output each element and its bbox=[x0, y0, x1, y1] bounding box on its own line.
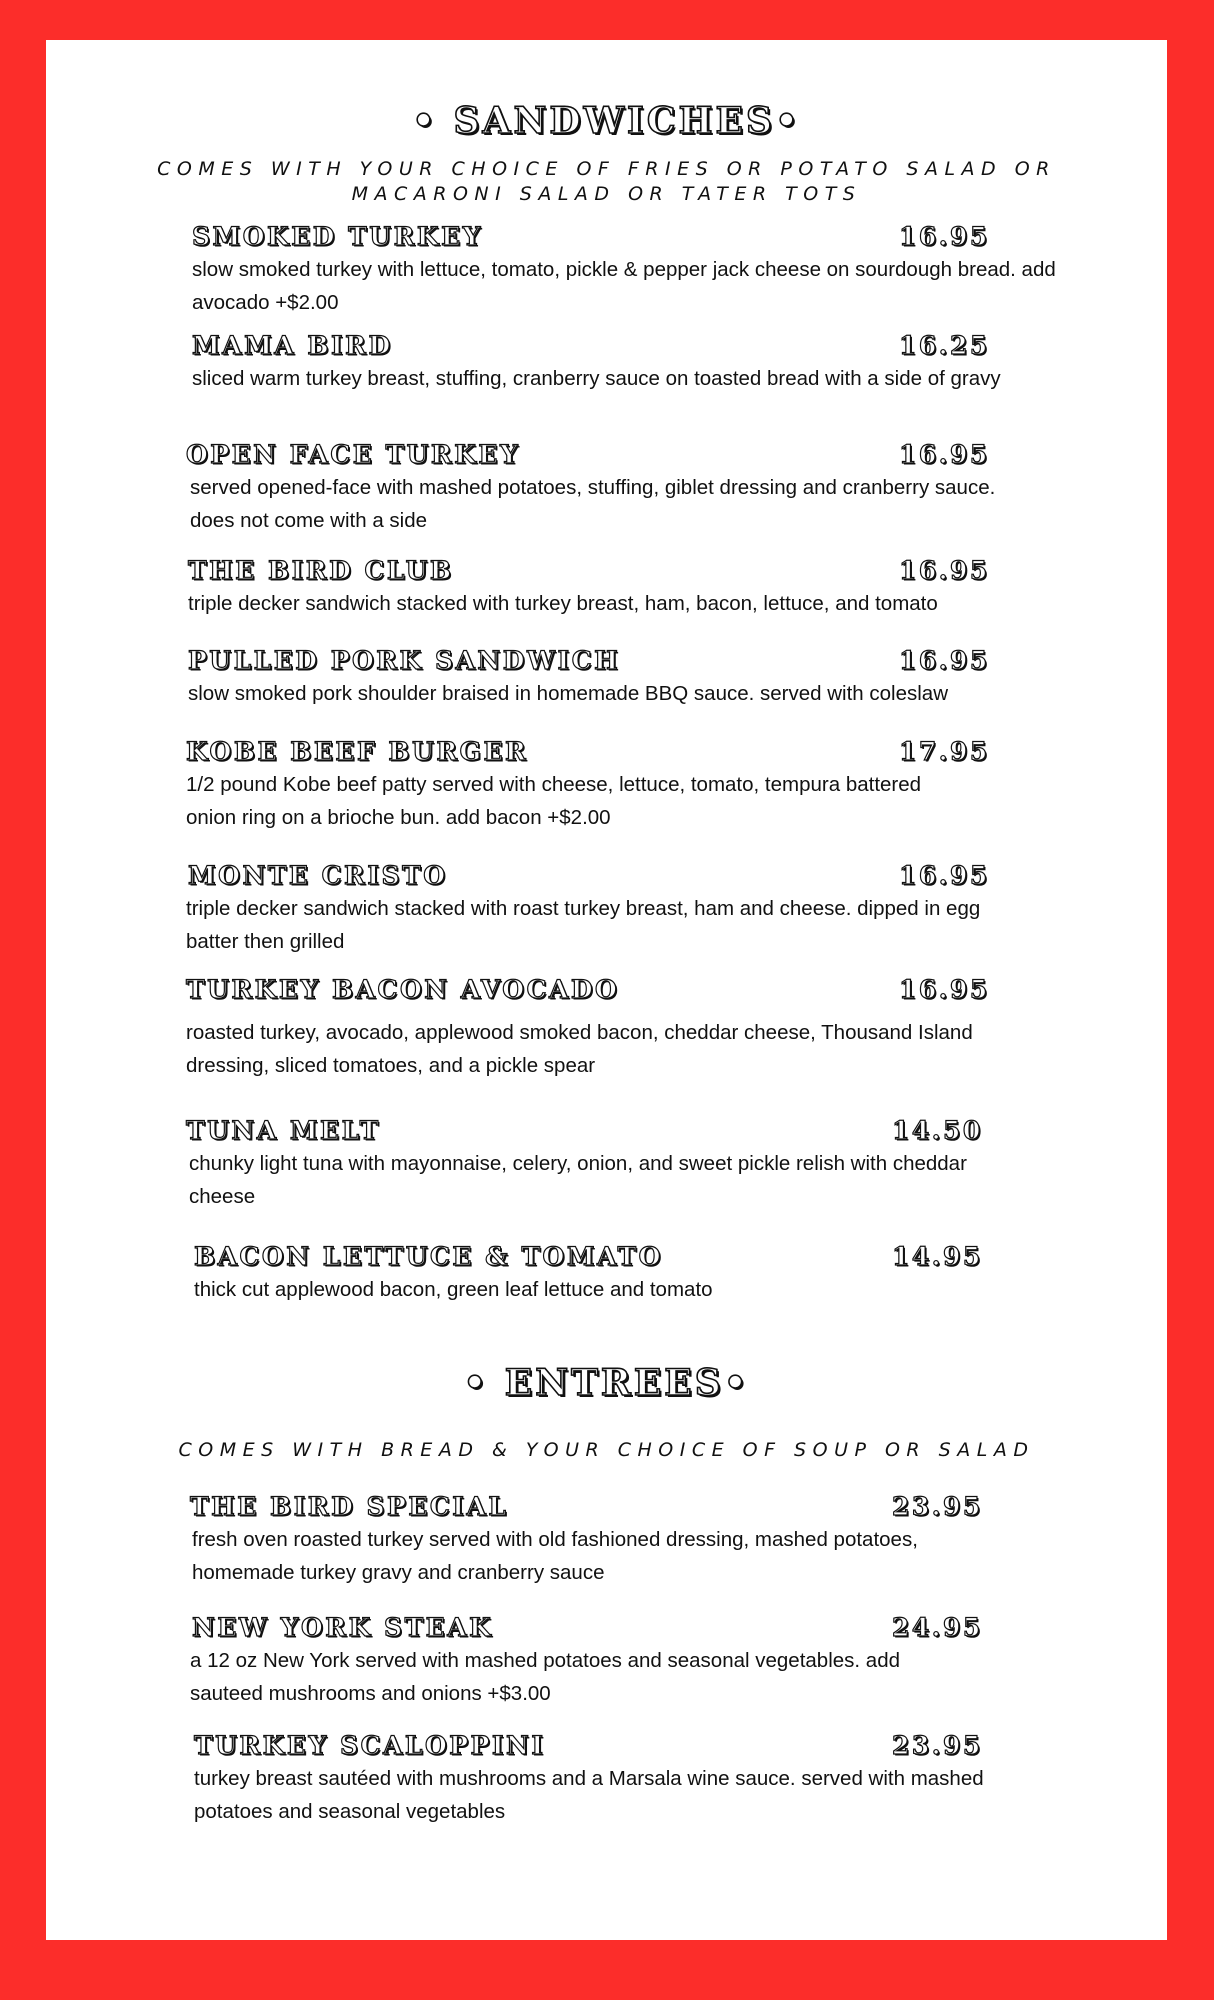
sandwiches-subtitle-line1: COMES WITH YOUR CHOICE OF FRIES OR POTATO SALAD OR bbox=[157, 158, 1056, 180]
item-description: fresh oven roasted turkey served with old fashioned dressing, mashed potatoes, homemade turkey gravy and cranberry sauce bbox=[192, 1528, 918, 1584]
sandwiches-subtitle bbox=[46, 157, 1167, 207]
item-description: chunky light tuna with mayonnaise, celery, onion, and sweet pickle relish with cheddar cheese bbox=[189, 1152, 967, 1208]
item-name: THE BIRD CLUB bbox=[188, 556, 454, 585]
item-name: BACON LETTUCE & TOMATO bbox=[194, 1242, 663, 1271]
item-description: triple decker sandwich stacked with roast turkey breast, ham and cheese. dipped in egg batter then grilled bbox=[186, 897, 981, 953]
sandwiches-heading: • SANDWICHES• bbox=[412, 100, 801, 142]
entrees-subtitle: COMES WITH BREAD & YOUR CHOICE OF SOUP OR SALAD bbox=[178, 1439, 1035, 1461]
item-description: thick cut applewood bacon, green leaf lettuce and tomato bbox=[194, 1278, 713, 1301]
item-description: served opened-face with mashed potatoes, stuffing, giblet dressing and cranberry sauce. does not come with a side bbox=[190, 476, 996, 532]
item-description: 1/2 pound Kobe beef patty served with cheese, lettuce, tomato, tempura battered onion ring on a brioche bun. add bacon +$2.00 bbox=[186, 773, 922, 829]
item-name: THE BIRD SPECIAL bbox=[190, 1492, 509, 1521]
item-price: 14.50 bbox=[892, 1116, 983, 1145]
item-name: TURKEY SCALOPPINI bbox=[194, 1731, 546, 1760]
item-description: roasted turkey, avocado, applewood smoked bacon, cheddar cheese, Thousand Island dressing, sliced tomatoes, and a pickle spear bbox=[186, 1021, 973, 1077]
item-name: MONTE CRISTO bbox=[188, 861, 448, 890]
item-name: OPEN FACE TURKEY bbox=[186, 440, 521, 469]
item-price: 24.95 bbox=[892, 1613, 983, 1642]
item-price: 14.95 bbox=[892, 1242, 983, 1271]
item-price: 23.95 bbox=[892, 1492, 983, 1521]
item-price: 16.25 bbox=[899, 331, 990, 360]
item-price: 16.95 bbox=[899, 222, 990, 251]
item-description: triple decker sandwich stacked with turkey breast, ham, bacon, lettuce, and tomato bbox=[188, 592, 938, 615]
entrees-heading: • ENTREES• bbox=[463, 1362, 750, 1404]
item-description: a 12 oz New York served with mashed potatoes and seasonal vegetables. add sauteed mushrooms and onions +$3.00 bbox=[190, 1649, 900, 1705]
item-description: turkey breast sautéed with mushrooms and a Marsala wine sauce. served with mashed potatoes and seasonal vegetables bbox=[194, 1767, 984, 1823]
item-price: 16.95 bbox=[899, 861, 990, 890]
item-price: 16.95 bbox=[899, 556, 990, 585]
item-name: MAMA BIRD bbox=[192, 331, 393, 360]
item-price: 16.95 bbox=[899, 975, 990, 1004]
item-name: PULLED PORK SANDWICH bbox=[188, 646, 621, 675]
menu-panel bbox=[46, 40, 1167, 1940]
item-price: 16.95 bbox=[899, 646, 990, 675]
item-name: SMOKED TURKEY bbox=[192, 222, 483, 251]
item-description: slow smoked turkey with lettuce, tomato, pickle & pepper jack cheese on sourdough bread. add avocado +$2.00 bbox=[192, 258, 1056, 314]
item-name: TURKEY BACON AVOCADO bbox=[186, 975, 620, 1004]
sandwiches-subtitle-line2: MACARONI SALAD OR TATER TOTS bbox=[351, 183, 862, 205]
item-description: slow smoked pork shoulder braised in homemade BBQ sauce. served with coleslaw bbox=[188, 682, 949, 705]
item-name: KOBE BEEF BURGER bbox=[186, 737, 529, 766]
item-price: 16.95 bbox=[899, 440, 990, 469]
item-name: NEW YORK STEAK bbox=[192, 1613, 494, 1642]
item-price: 17.95 bbox=[899, 737, 990, 766]
item-description: sliced warm turkey breast, stuffing, cranberry sauce on toasted bread with a side of gravy bbox=[192, 367, 1001, 390]
item-name: TUNA MELT bbox=[186, 1116, 381, 1145]
item-price: 23.95 bbox=[892, 1731, 983, 1760]
